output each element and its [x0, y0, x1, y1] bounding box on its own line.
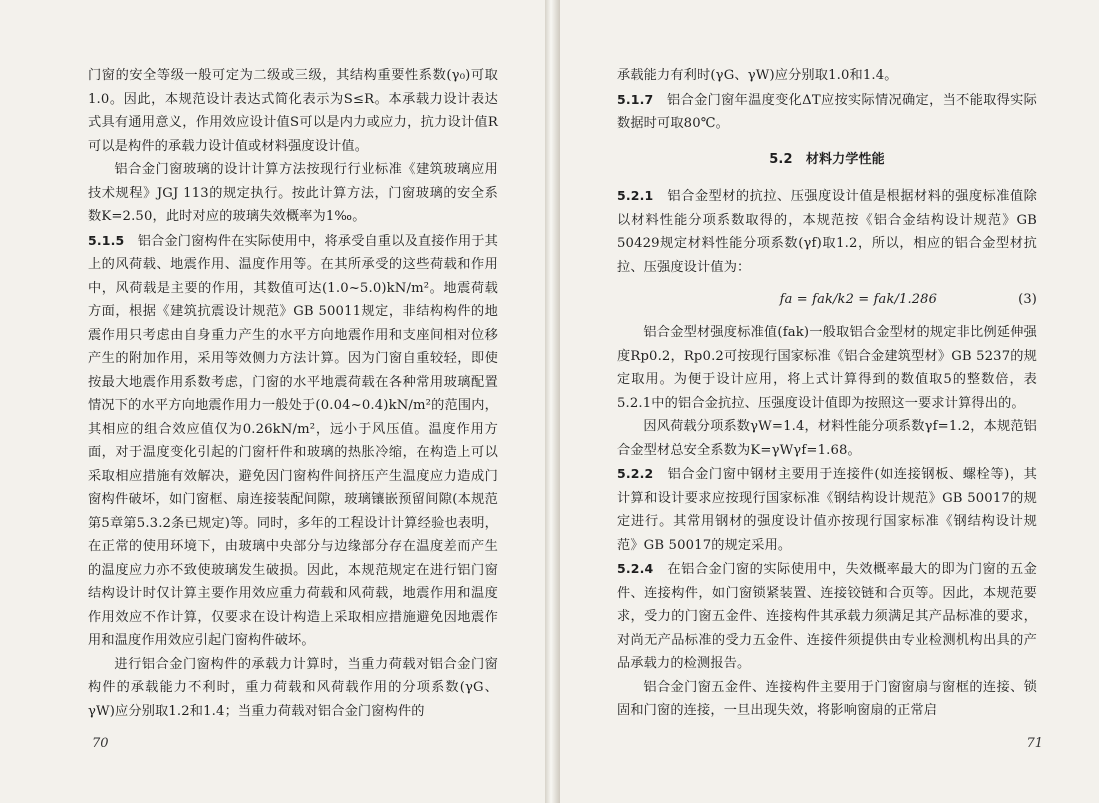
paragraph-hardware: 铝合金门窗五金件、连接构件主要用于门窗窗扇与窗框的连接、锁固和门窗的连接，一旦出现失效，将影响窗扇的正常启 — [617, 679, 1037, 718]
right-page — [560, 0, 1099, 803]
page-number-left: 70 — [92, 736, 109, 751]
right-text-block — [617, 64, 1037, 723]
left-page — [0, 0, 545, 803]
paragraph-strength-standard: 铝合金型材强度标准值(fak)一般取铝合金型材的规定非比例延伸强度Rp0.2，Rp0.2可按现行国家标准《铝合金建筑型材》GB 5237的规定取用。为便于设计应用，将上式计算得到的数值取5的整数倍，表5.2.1中的铝合金抗拉、压强度设计值即为按照这一要求计算得出的。 — [617, 325, 1037, 411]
paragraph-continued: 承载能力有利时(γG、γW)应分别取1.0和1.4。 — [617, 68, 898, 83]
paragraph-safety-level: 门窗的安全等级一般可定为二级或三级，其结构重要性系数(γ₀)可取1.0。因此，本规范设计表达式简化表示为S≤R。本承载力设计表达式具有通用意义，作用效应设计值S可以是内力或应力，抗力设计值R可以是构件的承载力设计值或材料强度设计值。 — [88, 68, 498, 154]
clause-5-2-4 — [617, 557, 1037, 676]
page-number-right: 71 — [1026, 736, 1043, 751]
paragraph-load-calculation: 进行铝合金门窗构件的承载力计算时，当重力荷载对铝合金门窗构件的承载能力不利时，重力荷载和风荷载作用的分项系数(γG、γW)应分别取1.2和1.4；当重力荷载对铝合金门窗构件的 — [88, 656, 498, 719]
clause-text: 铝合金门窗年温度变化ΔT应按实际情况确定，当不能取得实际数据时可取80℃。 — [617, 92, 1037, 131]
clause-number: 5.1.5 — [88, 232, 125, 248]
formula-expression: fa = fak/k2 = fak/1.286 — [779, 292, 937, 308]
clause-text: 在铝合金门窗的实际使用中，失效概率最大的即为门窗的五金件、连接构件，如门窗锁紧装置、连接铰链和合页等。因此，本规范要求，受力的门窗五金件、连接构件其承载力须满足其产品标准的要求，对尚无产品标准的受力五金件、连接件须提供由专业检测机构出具的产品承载力的检测报告。 — [617, 562, 1037, 671]
left-text-block — [88, 64, 498, 723]
clause-5-1-7 — [617, 88, 1037, 136]
paragraph-glass-design: 铝合金门窗玻璃的设计计算方法按现行行业标准《建筑玻璃应用技术规程》JGJ 113的规定执行。按此计算方法，门窗玻璃的安全系数K=2.50，此时对应的玻璃失效概率为1‰。 — [88, 162, 498, 224]
formula-number: (3) — [1018, 292, 1037, 308]
clause-5-1-5 — [88, 229, 498, 653]
clause-text: 铝合金门窗构件在实际使用中，将承受自重以及直接作用于其上的风荷载、地震作用、温度作用等。在其所承受的这些荷载和作用中，风荷载是主要的作用，其数值可达(1.0~5.0)kN/m²。地震荷载方面，根据《建筑抗震设计规范》GB 50011规定，非结构构件的地震作用只考虑由自身重力产生的水平方向地震作用和支座间相对位移产生的附加作用，采用等效侧力方法计算。因为门窗自重较轻，即使按最大地震作用系数考虑，门窗的水平地震荷载在各种常用玻璃配置情况下的水平方向地震作用力一般处于(0.04~0.4)kN/m²的范围内，其相应的组合效应值仅为0.26kN/m²，远小于风压值。温度作用方面，对于温度变化引起的门窗杆件和玻璃的热胀冷缩，在构造上可以采取相应措施有效解决，避免因门窗构件间挤压产生温度应力造成门窗构件破坏，如门窗框、扇连接装配间隙，玻璃镶嵌预留间隙(本规范第5章第5.3.2条已规定)等。同时，多年的工程设计计算经验也表明，在正常的使用环境下，由玻璃中央部分与边缘部分存在温度差而产生的温度应力亦不致使玻璃发生破损。因此，本规范规定在进行铝门窗结构设计时仅计算主要作用效应重力荷载和风荷载，地震作用和温度作用效应不作计算，仅要求在设计构造上采取相应措施避免因地震作用和温度作用效应引起门窗构件破坏。 — [88, 233, 498, 648]
clause-5-2-2 — [617, 462, 1037, 557]
clause-text: 铝合金门窗中钢材主要用于连接件(如连接钢板、螺栓等)，其计算和设计要求应按现行国家标准《钢结构设计规范》GB 50017的规定进行。其常用钢材的强度设计值亦按现行国家标准《钢结构设计规范》GB 50017的规定采用。 — [617, 467, 1037, 553]
formula-3 — [617, 279, 1037, 321]
clause-number: 5.2.1 — [617, 188, 654, 203]
clause-number: 5.2.2 — [617, 466, 654, 481]
clause-number: 5.1.7 — [617, 91, 654, 107]
clause-5-2-1 — [617, 184, 1037, 279]
book-gutter — [545, 0, 560, 803]
paragraph-safety-factor: 因风荷载分项系数γW=1.4，材料性能分项系数γf=1.2，本规范铝合金型材总安全系数为K=γWγf=1.68。 — [617, 419, 1037, 458]
section-title: 5.2 材料力学性能 — [769, 151, 885, 167]
clause-text: 铝合金型材的抗拉、压强度设计值是根据材料的强度标准值除以材料性能分项系数取得的，本规范按《铝合金结构设计规范》GB 50429规定材料性能分项系数(γf)取1.2，所以，相应的铝合金型材抗拉、压强度设计值为： — [617, 189, 1037, 275]
clause-number: 5.2.4 — [617, 561, 654, 576]
